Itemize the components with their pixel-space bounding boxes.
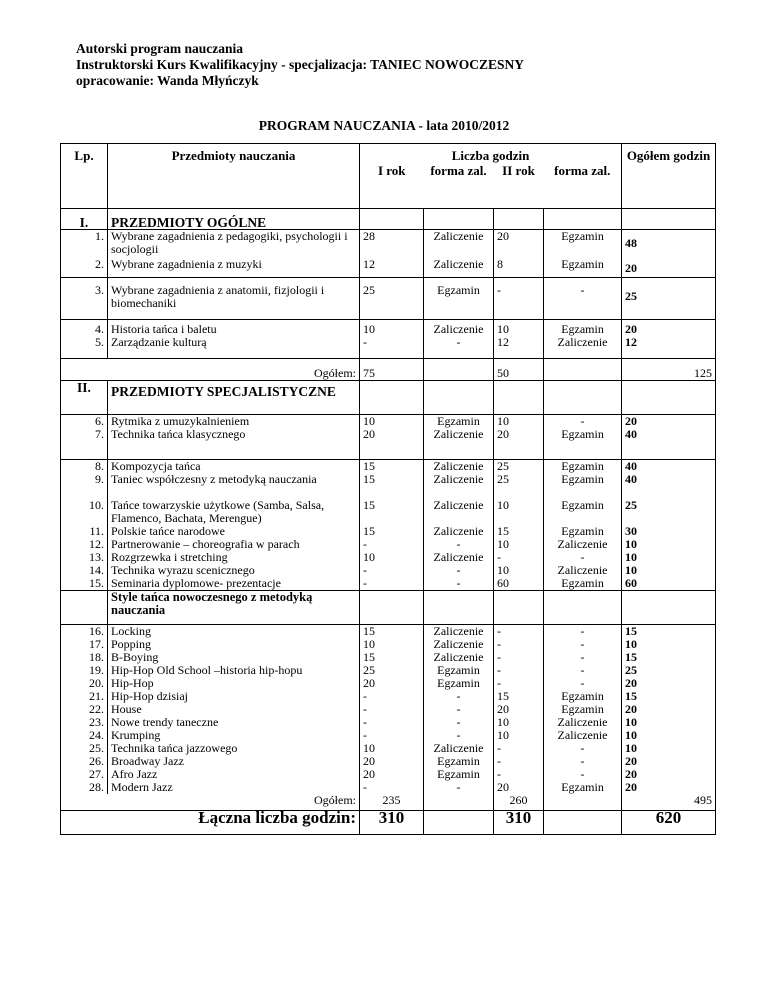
table-row: 3. Wybrane zagadnienia z anatomii, fizjologii i biomechaniki 25 Egzamin - - 25 bbox=[61, 278, 716, 320]
table-row: 7. Technika tańca klasycznego 20 Zaliczenie 20 Egzamin 40 bbox=[61, 428, 716, 460]
table-row: 16. Locking 15 Zaliczenie - - 15 bbox=[61, 625, 716, 639]
table-row: 9. Taniec współczesny z metodyką nauczania 15 Zaliczenie 25 Egzamin 40 bbox=[61, 473, 716, 499]
header-form1: forma zal. bbox=[430, 162, 487, 178]
section-name: PRZEDMIOTY OGÓLNE bbox=[108, 209, 360, 230]
table-row: 5. Zarządzanie kulturą - - 12 Zaliczenie 12 bbox=[61, 336, 716, 358]
table-row: 23. Nowe trendy taneczne - - 10 Zaliczenie 10 bbox=[61, 716, 716, 729]
table-row: 20. Hip-Hop 20 Egzamin - - 20 bbox=[61, 677, 716, 690]
table-row: 22. House - - 20 Egzamin 20 bbox=[61, 703, 716, 716]
table-row: 25. Technika tańca jazzowego 10 Zaliczenie - - 10 bbox=[61, 742, 716, 755]
section-number: II. bbox=[61, 380, 108, 414]
table-row: 4. Historia tańca i baletu 10 Zaliczenie 10 Egzamin 20 bbox=[61, 320, 716, 337]
header-line-2: Instruktorski Kurs Kwalifikacyjny - specjalizacja: TANIEC NOWOCZESNY bbox=[76, 57, 525, 72]
header-line-1: Autorski program nauczania bbox=[76, 41, 244, 56]
curriculum-table bbox=[60, 143, 716, 835]
table-row: 17. Popping 10 Zaliczenie - - 10 bbox=[61, 638, 716, 651]
header-subjects: Przedmioty nauczania bbox=[108, 144, 360, 209]
table-row: 2. Wybrane zagadnienia z muzyki 12 Zaliczenie 8 Egzamin 20 bbox=[61, 258, 716, 278]
subtotal-label: Ogółem: bbox=[314, 793, 356, 807]
header-form2: forma zal. bbox=[554, 162, 611, 178]
table-row: 13. Rozgrzewka i stretching 10 Zaliczenie - - 10 bbox=[61, 551, 716, 564]
grand-total-row: Łączna liczba godzin: 310 310 620 bbox=[61, 810, 716, 834]
table-row: 27. Afro Jazz 20 Egzamin - - 20 bbox=[61, 768, 716, 781]
subtotal-label: Ogółem: bbox=[108, 358, 360, 380]
table-row: 26. Broadway Jazz 20 Egzamin - - 20 bbox=[61, 755, 716, 768]
header-total: Ogółem godzin bbox=[622, 144, 716, 209]
table-row: 1. Wybrane zagadnienia z pedagogiki, psychologii i socjologii 28 Zaliczenie 20 Egzamin 48 bbox=[61, 230, 716, 258]
header-lp: Lp. bbox=[61, 144, 108, 209]
table-row: 18. B-Boying 15 Zaliczenie - - 15 bbox=[61, 651, 716, 664]
table-row: 19. Hip-Hop Old School –historia hip-hopu 25 Egzamin - - 25 bbox=[61, 664, 716, 677]
table-row: 6. Rytmika z umuzykalnieniem 10 Egzamin 10 - 20 bbox=[61, 414, 716, 428]
table-row: 12. Partnerowanie – choreografia w parach - - 10 Zaliczenie 10 bbox=[61, 538, 716, 551]
table-row: 15. Seminaria dyplomowe- prezentacje - - 60 Egzamin 60 bbox=[61, 577, 716, 591]
table-row: 21. Hip-Hop dzisiaj - - 15 Egzamin 15 bbox=[61, 690, 716, 703]
header-hours: Liczba godzin bbox=[360, 144, 622, 164]
document-header bbox=[76, 41, 524, 89]
subtotal-row: Ogółem: 75 50 125 bbox=[61, 358, 716, 380]
header-year1: I rok bbox=[360, 164, 424, 209]
grand-total-label: Łączna liczba godzin: bbox=[108, 810, 360, 834]
table-row: 11. Polskie tańce narodowe 15 Zaliczenie 15 Egzamin 30 bbox=[61, 525, 716, 538]
page-title: PROGRAM NAUCZANIA - lata 2010/2012 bbox=[258, 118, 510, 133]
table-row: 24. Krumping - - 10 Zaliczenie 10 bbox=[61, 729, 716, 742]
table-row: 28. Modern Jazz - - 20 Egzamin 20 bbox=[61, 781, 716, 794]
table-row: 10. Tańce towarzyskie użytkowe (Samba, Salsa, Flamenco, Bachata, Merengue) 15 Zaliczenie 10 Egzamin 25 bbox=[61, 499, 716, 525]
subtotal-row: Ogółem: 235 260 495 bbox=[61, 794, 716, 810]
section-number: I. bbox=[61, 209, 108, 230]
header-year2: II rok bbox=[502, 162, 535, 178]
table-row: 8. Kompozycja tańca 15 Zaliczenie 25 Egzamin 40 bbox=[61, 460, 716, 474]
header-line-3: opracowanie: Wanda Młyńczyk bbox=[76, 73, 259, 88]
section-name: PRZEDMIOTY SPECJALISTYCZNE bbox=[108, 380, 360, 414]
table-row: 14. Technika wyrazu scenicznego - - 10 Zaliczenie 10 bbox=[61, 564, 716, 577]
style-heading: Style tańca nowoczesnego z metodyką nauczania bbox=[111, 590, 313, 617]
